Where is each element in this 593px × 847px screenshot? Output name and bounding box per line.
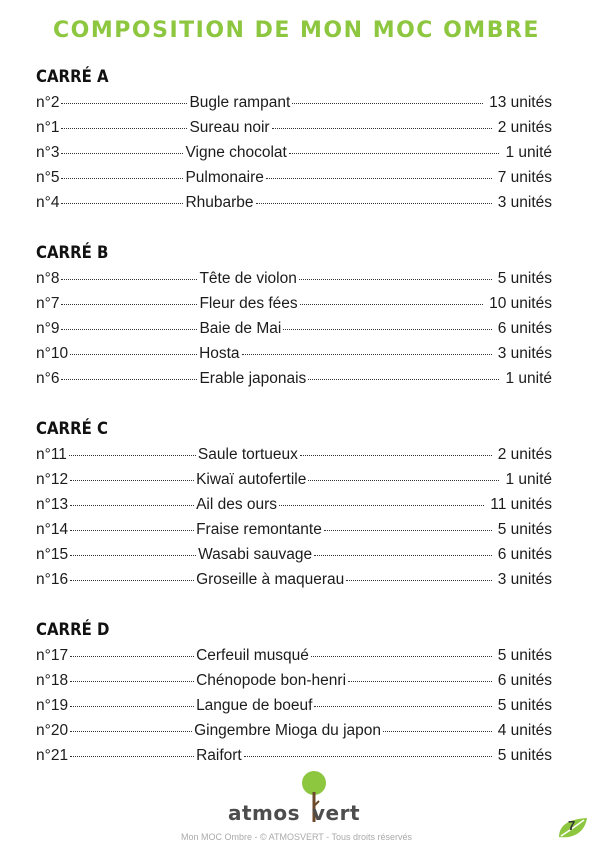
- quantity: 5 unités: [497, 697, 552, 714]
- dot-leader: [61, 203, 183, 204]
- dot-leader: [61, 178, 183, 179]
- item-number: n°9: [36, 320, 60, 337]
- quantity: 6 unités: [497, 672, 552, 689]
- list-item: [36, 316, 552, 341]
- item-number: n°13: [36, 496, 69, 513]
- item-number: n°21: [36, 747, 69, 764]
- quantity: 2 unités: [497, 446, 552, 463]
- dot-leader: [346, 580, 491, 581]
- list-item: [36, 743, 552, 768]
- dot-leader: [70, 354, 197, 355]
- dot-leader: [70, 555, 196, 556]
- plant-name: Sureau noir: [189, 119, 270, 136]
- list-item: [36, 668, 552, 693]
- list-item: [36, 643, 552, 668]
- plant-name: Bugle rampant: [189, 94, 291, 111]
- page-title: COMPOSITION DE MON MOC OMBRE: [53, 18, 540, 43]
- quantity: 2 unités: [497, 119, 552, 136]
- quantity: 3 unités: [497, 194, 552, 211]
- plant-name: Wasabi sauvage: [198, 546, 313, 563]
- quantity: 11 unités: [490, 496, 552, 513]
- dot-leader: [70, 580, 194, 581]
- plant-name: Ail des ours: [196, 496, 278, 513]
- item-number: n°4: [36, 194, 60, 211]
- quantity: 5 unités: [497, 270, 552, 287]
- item-number: n°14: [36, 521, 69, 538]
- plant-name: Groseille à maquerau: [196, 571, 345, 588]
- list-item: [36, 266, 552, 291]
- list-item: [36, 190, 552, 215]
- dot-leader: [61, 103, 187, 104]
- item-number: n°8: [36, 270, 60, 287]
- plant-name: Gingembre Mioga du japon: [194, 722, 382, 739]
- atmosvert-logo: [227, 770, 380, 828]
- quantity: 3 unités: [497, 571, 552, 588]
- item-number: n°6: [36, 370, 60, 387]
- dot-leader: [300, 455, 492, 456]
- page-number: 7: [568, 818, 576, 833]
- plant-name: Saule tortueux: [197, 446, 298, 463]
- dot-leader: [61, 304, 197, 305]
- list-item: [36, 442, 552, 467]
- list-item: [36, 492, 552, 517]
- dot-leader: [299, 279, 492, 280]
- plant-name: Cerfeuil musqué: [196, 647, 309, 664]
- dot-leader: [266, 178, 492, 179]
- dot-leader: [61, 379, 197, 380]
- quantity: 1 unité: [505, 370, 552, 387]
- dot-leader: [311, 656, 492, 657]
- quantity: 1 unité: [505, 471, 552, 488]
- footer-copyright: Mon MOC Ombre - © ATMOSVERT - Tous droits réservés: [180, 832, 413, 842]
- plant-name: Rhubarbe: [185, 194, 254, 211]
- quantity: 5 unités: [497, 747, 552, 764]
- dot-leader: [324, 530, 492, 531]
- list-item: [36, 517, 552, 542]
- item-number: n°20: [36, 722, 69, 739]
- list-item: [36, 366, 552, 391]
- section-heading: CARRÉ A: [36, 67, 109, 87]
- item-number: n°1: [36, 119, 60, 136]
- dot-leader: [283, 329, 491, 330]
- dot-leader: [256, 203, 492, 204]
- dot-leader: [70, 756, 194, 757]
- item-number: n°11: [36, 446, 67, 463]
- item-number: n°16: [36, 571, 69, 588]
- list-item: [36, 693, 552, 718]
- item-number: n°18: [36, 672, 69, 689]
- dot-leader: [272, 128, 492, 129]
- plant-name: Langue de boeuf: [196, 697, 313, 714]
- dot-leader: [314, 555, 492, 556]
- plant-name: Pulmonaire: [185, 169, 264, 186]
- dot-leader: [292, 103, 483, 104]
- dot-leader: [279, 505, 484, 506]
- list-item: [36, 140, 552, 165]
- section-carre-a: [36, 64, 552, 215]
- list-item: [36, 165, 552, 190]
- dot-leader: [308, 480, 499, 481]
- dot-leader: [70, 480, 194, 481]
- plant-name: Raifort: [196, 747, 242, 764]
- logo-text-left: atmos: [227, 801, 300, 825]
- section-carre-d: [36, 617, 552, 768]
- item-number: n°2: [36, 94, 60, 111]
- dot-leader: [289, 153, 500, 154]
- page-badge: [557, 815, 589, 841]
- dot-leader: [61, 329, 197, 330]
- item-number: n°3: [36, 144, 60, 161]
- list-item: [36, 90, 552, 115]
- dot-leader: [61, 128, 187, 129]
- quantity: 6 unités: [497, 546, 552, 563]
- plant-name: Chénopode bon-henri: [196, 672, 347, 689]
- quantity: 6 unités: [497, 320, 552, 337]
- dot-leader: [70, 505, 194, 506]
- dot-leader: [314, 706, 491, 707]
- plant-name: Tête de violon: [199, 270, 297, 287]
- item-number: n°5: [36, 169, 60, 186]
- plant-name: Erable japonais: [199, 370, 307, 387]
- plant-name: Hosta: [199, 345, 240, 362]
- item-number: n°15: [36, 546, 69, 563]
- quantity: 1 unité: [505, 144, 552, 161]
- section-heading: CARRÉ B: [36, 243, 109, 263]
- quantity: 7 unités: [497, 169, 552, 186]
- dot-leader: [348, 681, 492, 682]
- list-item: [36, 467, 552, 492]
- plant-name: Vigne chocolat: [185, 144, 287, 161]
- plant-name: Fleur des fées: [199, 295, 298, 312]
- item-number: n°7: [36, 295, 60, 312]
- item-number: n°19: [36, 697, 69, 714]
- quantity: 5 unités: [497, 521, 552, 538]
- dot-leader: [244, 756, 492, 757]
- quantity: 10 unités: [489, 295, 552, 312]
- list-item: [36, 291, 552, 316]
- list-item: [36, 718, 552, 743]
- dot-leader: [61, 153, 183, 154]
- dot-leader: [70, 731, 192, 732]
- dot-leader: [70, 530, 194, 531]
- logo-text-right: vert: [312, 801, 361, 825]
- list-item: [36, 341, 552, 366]
- section-heading: CARRÉ D: [36, 620, 110, 640]
- section-carre-c: [36, 416, 552, 592]
- quantity: 13 unités: [489, 94, 552, 111]
- plant-name: Fraise remontante: [196, 521, 322, 538]
- dot-leader: [70, 706, 194, 707]
- dot-leader: [308, 379, 499, 380]
- section-heading: CARRÉ C: [36, 419, 109, 439]
- dot-leader: [383, 731, 492, 732]
- item-number: n°10: [36, 345, 69, 362]
- dot-leader: [70, 681, 194, 682]
- plant-name: Kiwaï autofertile: [196, 471, 307, 488]
- quantity: 5 unités: [497, 647, 552, 664]
- plant-name: Baie de Mai: [199, 320, 282, 337]
- list-item: [36, 567, 552, 592]
- dot-leader: [242, 354, 492, 355]
- dot-leader: [61, 279, 197, 280]
- dot-leader: [70, 656, 194, 657]
- item-number: n°12: [36, 471, 69, 488]
- section-carre-b: [36, 240, 552, 391]
- dot-leader: [300, 304, 483, 305]
- list-item: [36, 542, 552, 567]
- quantity: 3 unités: [497, 345, 552, 362]
- list-item: [36, 115, 552, 140]
- item-number: n°17: [36, 647, 69, 664]
- quantity: 4 unités: [497, 722, 552, 739]
- dot-leader: [69, 455, 196, 456]
